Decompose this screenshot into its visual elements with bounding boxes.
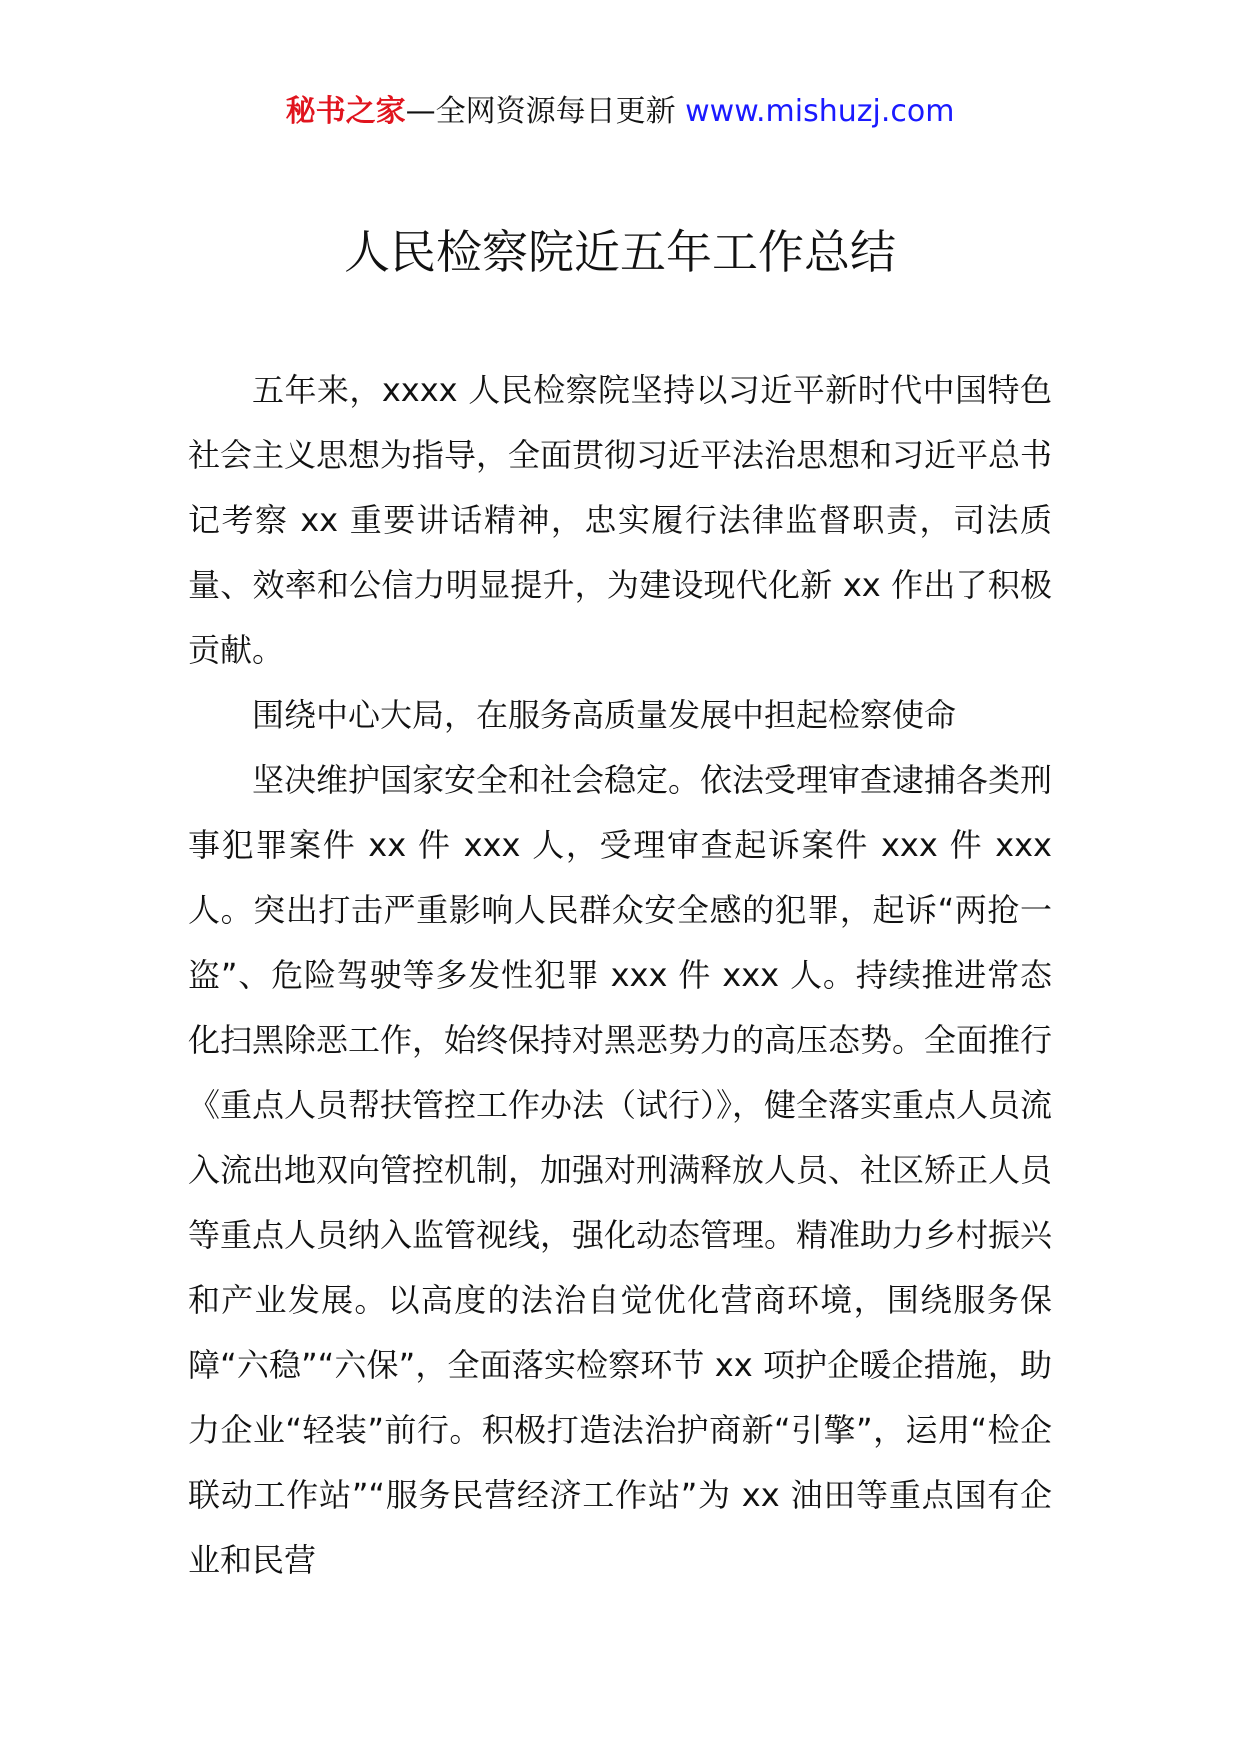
document-body <box>188 358 1052 1593</box>
brand-name: 秘书之家 <box>285 94 406 129</box>
paragraph-intro: 五年来，xxxx 人民检察院坚持以习近平新时代中国特色社会主义思想为指导，全面贯彻习近平法治思想和习近平总书记考察 xx 重要讲话精神，忠实履行法律监督职责，司法质量、效率和公信力明显提升，为建设现代化新 xx 作出了积极贡献。 <box>188 371 1053 669</box>
site-url-link[interactable]: www.mishuzj.com <box>685 94 955 129</box>
document-title: 人民检察院近五年工作总结 <box>344 225 896 279</box>
header-tagline: —全网资源每日更新 <box>405 94 676 129</box>
section-heading: 围绕中心大局，在服务高质量发展中担起检察使命 <box>252 696 957 734</box>
site-header <box>0 92 1240 132</box>
paragraph-security: 坚决维护国家安全和社会稳定。依法受理审查逮捕各类刑事犯罪案件 xx 件 xxx 人，受理审查起诉案件 xxx 件 xxx 人。突出打击严重影响人民群众安全感的犯罪，起诉“两抢一盗”、危险驾驶等多发性犯罪 xxx 件 xxx 人。持续推进常态化扫黑除恶工作，始终保持对黑恶势力的高压态势。全面推行《重点人员帮扶管控工作办法（试行）》，健全落实重点人员流入流出地双向管控机制，加强对刑满释放人员、社区矫正人员等重点人员纳入监管视线，强化动态管理。精准助力乡村振兴和产业发展。以高度的法治自觉优化营商环境，围绕服务保障“六稳”“六保”，全面落实检察环节 xx 项护企暖企措施，助力企业“轻装”前行。积极打造法治护商新“引擎”，运用“检企联动工作站”“服务民营经济工作站”为 xx 油田等重点国有企业和民营 <box>188 761 1053 1579</box>
